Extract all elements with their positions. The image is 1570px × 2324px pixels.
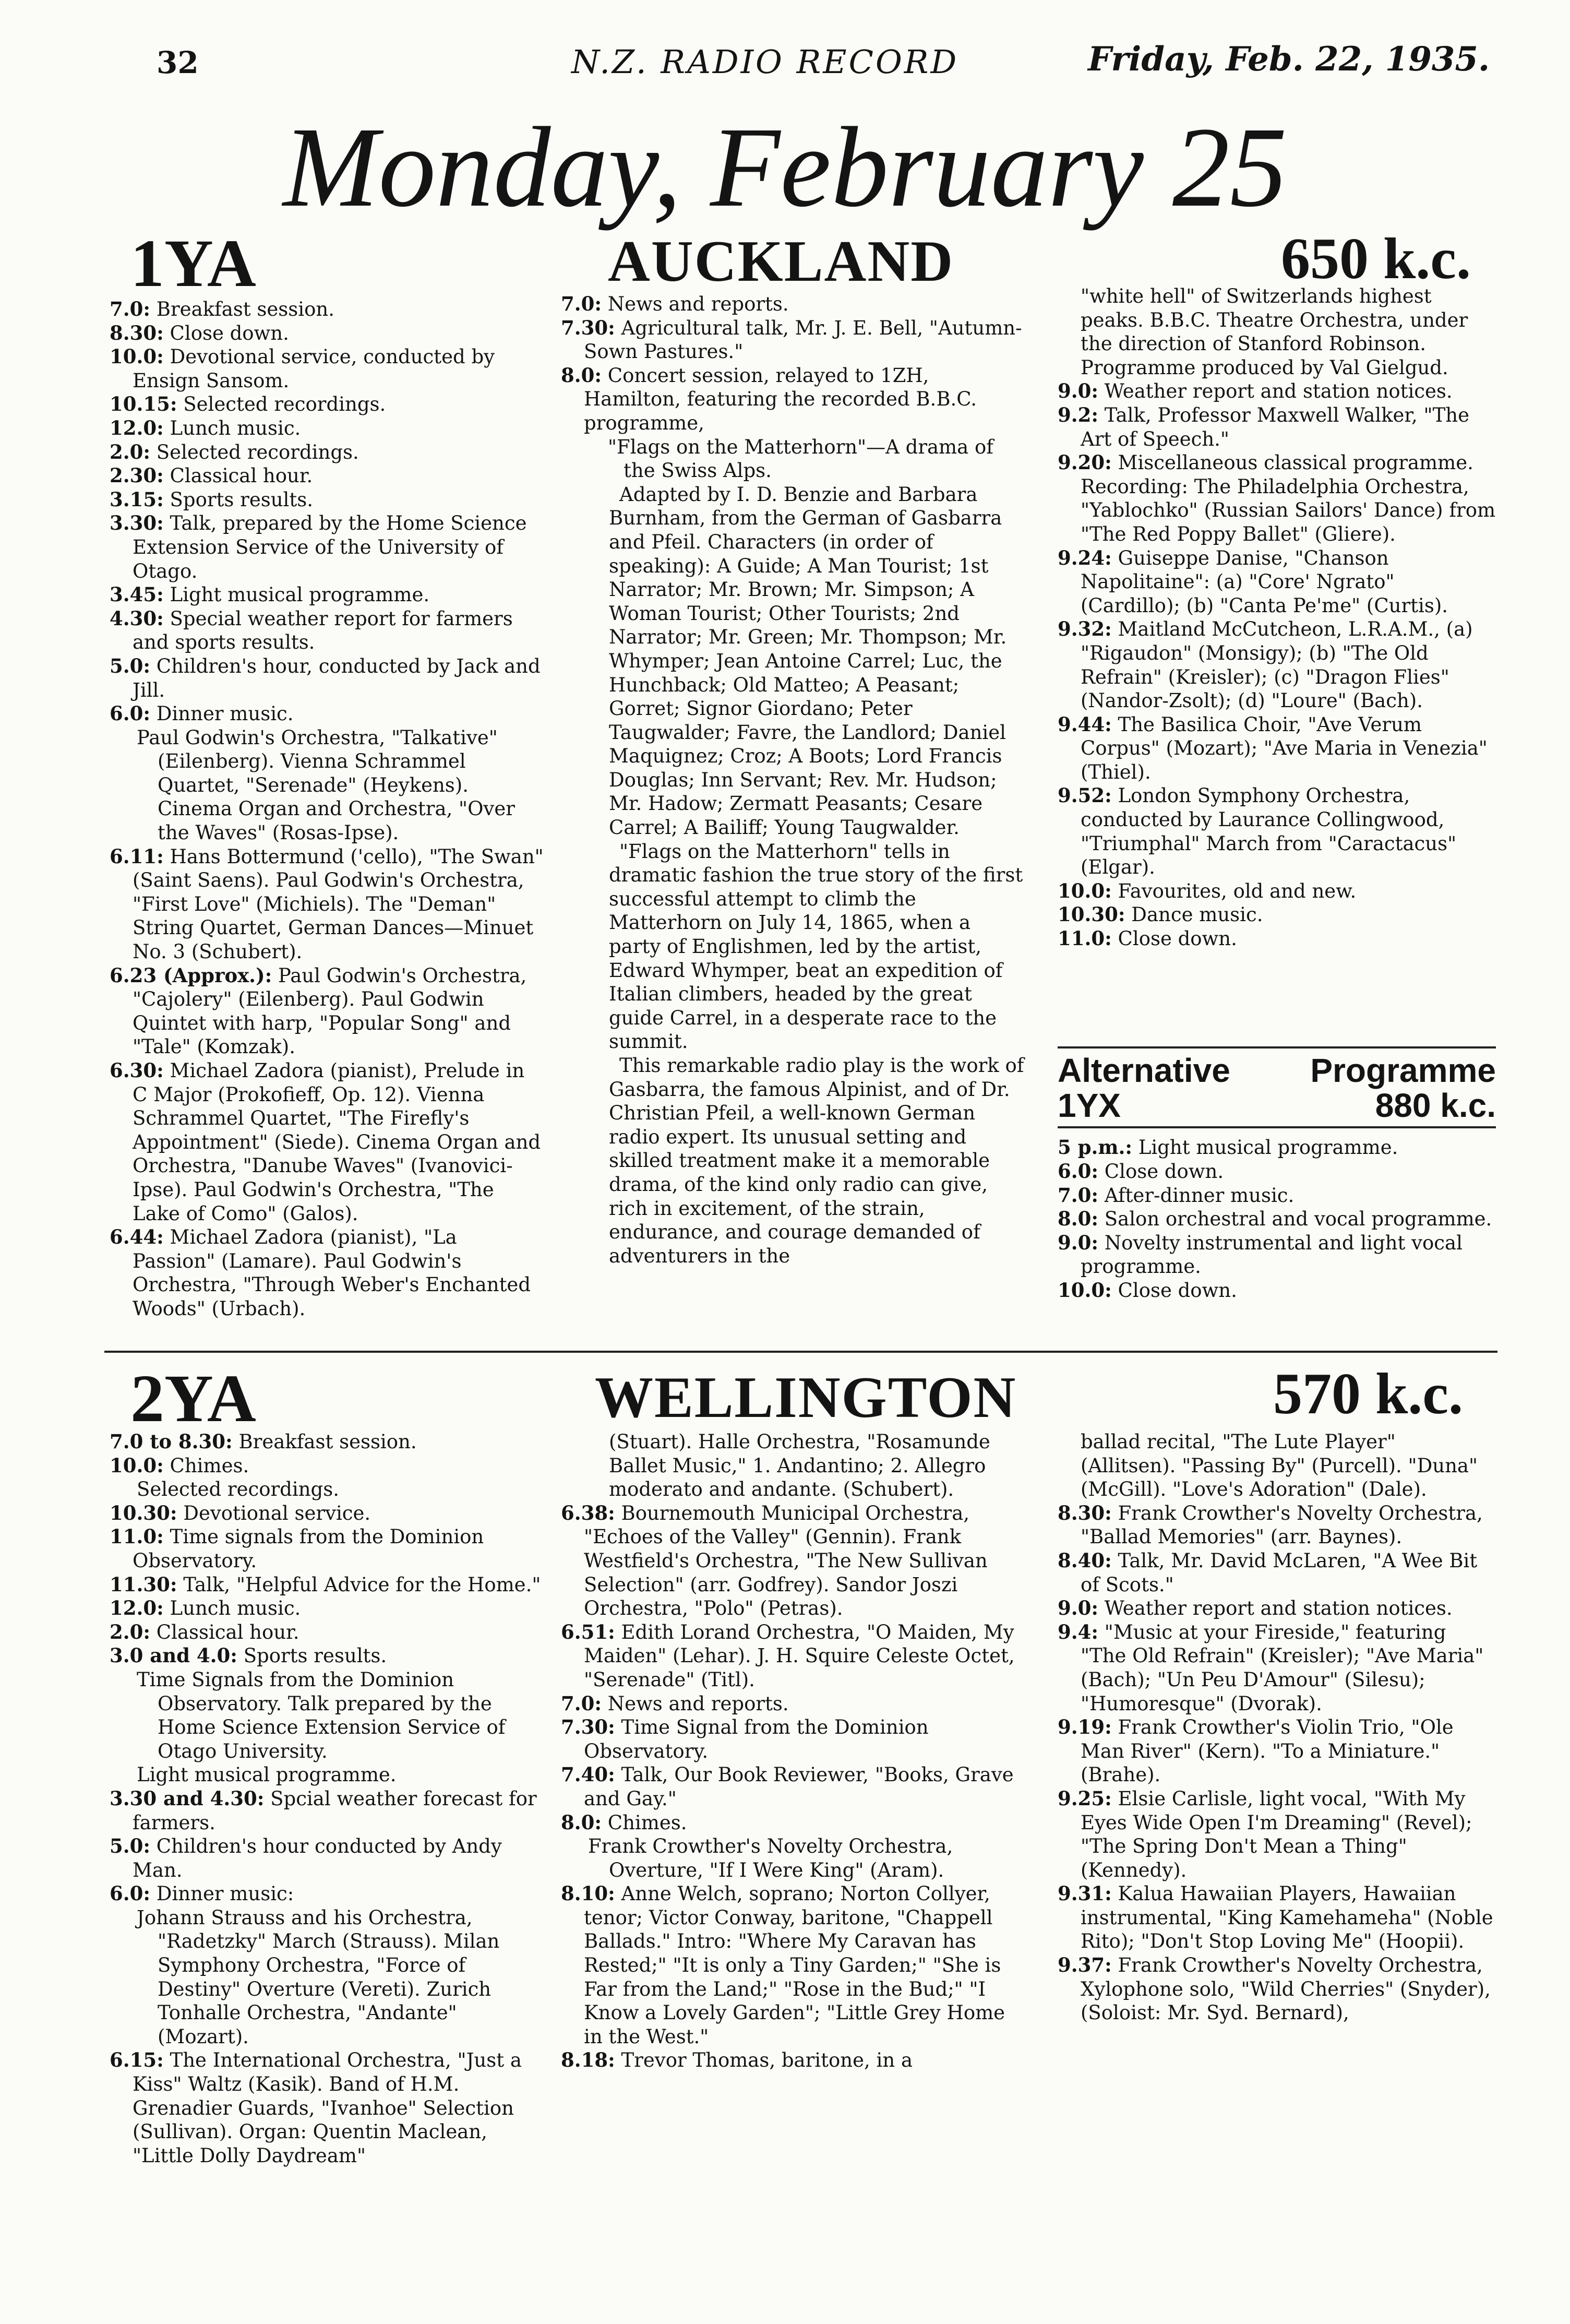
schedule-item (561, 364, 1028, 435)
alternative-title-left: Alternative (1058, 1052, 1230, 1089)
schedule-item (110, 321, 545, 345)
programme-description: (Stuart). Halle Orchestra, "Rosamunde Ballet Music," 1. Andantino; 2. Allegro moderato and andante. (Schubert). (609, 1431, 990, 1501)
schedule-text: Talk, Mr. David McLaren, "A Wee Bit of Scots." (1081, 1549, 1478, 1596)
day-title: Monday, February 25 (283, 103, 1287, 231)
schedule-text: Anne Welch, soprano; Norton Collyer, tenor; Victor Conway, baritone, "Chappell Ballads." Intro: "Where My Caravan has Rested;" "It is only a Tiny Garden;" "She is Far from the Land;" "Rose in the Bud;" "I Know a Lovely Garden"; "Little Grey Home in the West." (584, 1882, 1005, 2048)
schedule-time: 9.32: (1058, 617, 1112, 641)
schedule-item (110, 583, 545, 607)
schedule-time: 3.15: (110, 487, 164, 511)
schedule-text: Paul Godwin's Orchestra, "Talkative" (Eilenberg). Vienna Schrammel Quartet, "Serenade" (Heykens). Cinema Organ and Orchestra, "Over the Waves" (Rosas-Ipse). (137, 726, 515, 844)
schedule-time: 6.38: (561, 1501, 615, 1524)
schedule-time: 8.30: (110, 321, 164, 344)
schedule-time: 6.23 (Approx.): (110, 963, 272, 987)
schedule-item (110, 1906, 545, 2049)
schedule-text: Kalua Hawaiian Players, Hawaiian instrumental, "King Kamehameha" (Noble Rito); "Don't Stop Loving Me" (Hoopii). (1081, 1882, 1493, 1953)
station-1-column-1 (110, 297, 545, 1321)
alternative-frequency: 880 k.c. (1375, 1087, 1496, 1125)
schedule-time: 6.15: (110, 2048, 164, 2072)
schedule-time: 8.0: (561, 363, 602, 387)
schedule-text: Frank Crowther's Novelty Orchestra, Overture, "If I Were King" (Aram). (588, 1835, 953, 1881)
schedule-time: 3.0 and 4.0: (110, 1644, 237, 1667)
schedule-text: Salon orchestral and vocal programme. (1104, 1208, 1492, 1231)
schedule-text: Paul Godwin's Orchestra, "Cajolery" (Eilenberg). Paul Godwin Quintet with harp, "Popular Song" and "Tale" (Komzak). (133, 964, 527, 1058)
schedule-text: Selected recordings. (137, 1478, 339, 1501)
schedule-time: 8.18: (561, 2048, 615, 2072)
schedule-item (110, 297, 545, 321)
station-2-frequency: 570 k.c. (1273, 1362, 1463, 1426)
schedule-time: 10.0: (1058, 1278, 1112, 1302)
schedule-time: 9.24: (1058, 546, 1112, 569)
schedule-text: Michael Zadora (pianist), "La Passion" (Lamare). Paul Godwin's Orchestra, "Through Weber's Enchanted Woods" (Urbach). (133, 1226, 531, 1320)
schedule-item (1058, 879, 1496, 903)
programme-title: "Flags on the Matterhorn"—A drama of the Swiss Alps. (608, 435, 993, 482)
schedule-item (561, 292, 1028, 316)
schedule-item (1058, 1207, 1496, 1231)
schedule-text: Talk, "Helpful Advice for the Home." (183, 1573, 541, 1596)
schedule-item (110, 1882, 545, 1906)
schedule-item (110, 964, 545, 1059)
schedule-text: Favourites, old and new. (1118, 879, 1357, 902)
schedule-time: 10.30: (110, 1501, 177, 1524)
schedule-text: Guiseppe Danise, "Chanson Napolitaine": (a) "Core' Ngrato" (Cardillo); (b) "Canta Pe'me" (Curtis). (1081, 546, 1448, 617)
schedule-text: Hans Bottermund ('cello), "The Swan" (Saint Saens). Paul Godwin's Orchestra, "First Love" (Michiels). The "Deman" String Quartet, German Dances—Minuet No. 3 (Schubert). (133, 845, 544, 963)
schedule-time: 7.0: (561, 1691, 602, 1715)
schedule-item (561, 1811, 1028, 1835)
schedule-item (110, 1501, 545, 1526)
schedule-time: 11.0: (1058, 927, 1112, 950)
schedule-item (110, 392, 545, 416)
schedule-time: 9.44: (1058, 712, 1112, 736)
schedule-item (1058, 1160, 1496, 1184)
station-2-city: WELLINGTON (595, 1365, 1017, 1430)
schedule-text: Talk, Professor Maxwell Walker, "The Art of Speech." (1081, 403, 1469, 450)
schedule-text: Classical hour. (156, 1620, 299, 1643)
schedule-time: 8.10: (561, 1882, 615, 1905)
alternative-call-sign: 1YX (1058, 1087, 1121, 1125)
schedule-text: Time signals from the Dominion Observatory. (133, 1526, 484, 1572)
schedule-item (1058, 451, 1496, 546)
station-1-call-sign: 1YA (130, 226, 256, 301)
schedule-text: Selected recordings. (183, 393, 386, 416)
schedule-time: 10.0: (110, 345, 164, 368)
schedule-item (561, 2048, 1028, 2072)
station-2-column-2 (561, 1430, 1028, 2072)
page-number: 32 (157, 45, 199, 80)
schedule-text: Novelty instrumental and light vocal programme. (1081, 1231, 1463, 1278)
schedule-time: 8.0: (1058, 1207, 1099, 1231)
station-2-column-3 (1058, 1430, 1496, 2025)
schedule-item (110, 1525, 545, 1572)
schedule-time: 9.0: (1058, 1596, 1099, 1620)
schedule-item (561, 316, 1028, 364)
schedule-text: Children's hour conducted by Andy Man. (133, 1835, 502, 1881)
schedule-item (1058, 1136, 1496, 1160)
schedule-text: Chimes. (170, 1454, 249, 1477)
schedule-text: Breakfast session. (156, 298, 334, 320)
schedule-item (110, 1763, 545, 1787)
schedule-time: 10.0: (1058, 879, 1112, 902)
schedule-item (1058, 713, 1496, 784)
schedule-text: Agricultural talk, Mr. J. E. Bell, "Autumn-Sown Pastures." (584, 316, 1022, 363)
schedule-text: The International Orchestra, "Just a Kiss" Waltz (Kasik). Band of H.M. Grenadier Guards, "Ivanhoe" Selection (Sullivan). Organ: Quentin Maclean, "Little Dolly Daydream" (133, 2049, 522, 2167)
schedule-item (110, 416, 545, 440)
schedule-time: 11.0: (110, 1525, 164, 1548)
schedule-text: Light musical programme. (1138, 1136, 1398, 1159)
schedule-text: Dinner music. (156, 702, 294, 725)
schedule-text: Time Signal from the Dominion Observatory. (584, 1716, 929, 1762)
schedule-time: 6.0: (110, 702, 151, 725)
schedule-text: Weather report and station notices. (1104, 1597, 1453, 1620)
schedule-time: 9.4: (1058, 1620, 1099, 1643)
alternative-items (1058, 1136, 1496, 1302)
schedule-time: 8.0: (561, 1810, 602, 1834)
schedule-item (1058, 784, 1496, 879)
schedule-text: Sports results. (243, 1644, 387, 1667)
schedule-item (1058, 1715, 1496, 1787)
schedule-text: Weather report and station notices. (1104, 380, 1453, 403)
schedule-item (561, 1763, 1028, 1810)
schedule-text: Time Signals from the Dominion Observatory. Talk prepared by the Home Science Extension Service of Otago University. (137, 1668, 506, 1762)
schedule-time: 9.0: (1058, 379, 1099, 403)
schedule-text: After-dinner music. (1104, 1184, 1295, 1207)
schedule-item (110, 1477, 545, 1501)
schedule-time: 2.30: (110, 464, 164, 487)
schedule-time: 11.30: (110, 1572, 177, 1596)
schedule-time: 2.0: (110, 440, 151, 463)
schedule-item (110, 1573, 545, 1597)
schedule-item (1058, 1184, 1496, 1208)
schedule-item (561, 1715, 1028, 1763)
schedule-text: Chimes. (607, 1811, 687, 1834)
schedule-time: 12.0: (110, 1596, 164, 1620)
schedule-text: The Basilica Choir, "Ave Verum Corpus" (Mozart); "Ave Maria in Venezia" (Thiel). (1081, 713, 1488, 783)
section-divider (104, 1351, 1497, 1353)
schedule-text: Breakfast session. (238, 1431, 417, 1453)
schedule-text: Light musical programme. (137, 1763, 397, 1786)
programme-description: Adapted by I. D. Benzie and Barbara Burnham, from the German of Gasbarra and Pfeil. Characters (in order of speaking): A Guide; A Man Tourist; 1st Narrator; Mr. Brown; Mr. Simpson; A Woman Tourist; Other Tourists; 2nd Narrator; Mr. Green; Mr. Thompson; Mr. Whymper; Jean Antoine Carrel; Luc, the Hunchback; Old Matteo; A Peasant; Gorret; Signor Giordano; Peter Taugwalder; Favre, the Landlord; Daniel Maquignez; Croz; A Boots; Lord Francis Douglas; Inn Servant; Rev. Mr. Hudson; Mr. Hadow; Zermatt Peasants; Cesare Carrel; A Bailiff; Young Taugwalder. (609, 483, 1007, 839)
schedule-time: 7.30: (561, 316, 615, 339)
schedule-item (1058, 1953, 1496, 2025)
schedule-item (561, 1882, 1028, 2048)
schedule-item (110, 464, 545, 488)
schedule-item (110, 726, 545, 845)
schedule-item (110, 1787, 545, 1834)
schedule-item (1058, 617, 1496, 712)
schedule-item (1058, 927, 1496, 951)
schedule-time: 2.0: (110, 1620, 151, 1643)
schedule-item (1058, 379, 1496, 403)
schedule-text: Talk, prepared by the Home Science Extension Service of the University of Otago. (133, 512, 527, 582)
schedule-text: Close down. (1118, 927, 1237, 950)
schedule-text: Children's hour, conducted by Jack and Jill. (133, 654, 541, 701)
schedule-time: 9.25: (1058, 1786, 1112, 1810)
schedule-time: 9.37: (1058, 1953, 1112, 1977)
schedule-text: Concert session, relayed to 1ZH, Hamilton, featuring the recorded B.B.C. programme, (584, 364, 977, 434)
schedule-time: 3.30 and 4.30: (110, 1786, 265, 1810)
schedule-text: Frank Crowther's Violin Trio, "Ole Man River" (Kern). "To a Miniature." (Brahe). (1081, 1716, 1454, 1786)
schedule-text: "Music at your Fireside," featuring "The Old Refrain" (Kreisler); "Ave Maria" (Bach); "Un Peu D'Amour" (Silesu); "Humoresque" (Dvorak). (1081, 1620, 1484, 1715)
schedule-time: 9.2: (1058, 403, 1099, 426)
schedule-text: Close down. (170, 321, 289, 344)
schedule-text: Close down. (1104, 1160, 1224, 1183)
schedule-item (110, 440, 545, 464)
programme-description: This remarkable radio play is the work of Gasbarra, the famous Alpinist, and of Dr. Christian Pfeil, a well-known German radio expert. Its unusual setting and skilled treatment make it a memorable drama, of the kind only radio can give, rich in excitement, of the strain, endurance, and courage demanded of adventurers in the (609, 1054, 1024, 1267)
schedule-text: Elsie Carlisle, light vocal, "With My Eyes Wide Open I'm Dreaming" (Revel); "The Spring Don't Mean a Thing" (Kennedy). (1081, 1787, 1472, 1881)
schedule-time: 6.11: (110, 844, 164, 868)
schedule-item (561, 1501, 1028, 1620)
schedule-item (110, 488, 545, 512)
schedule-item (1058, 1549, 1496, 1596)
schedule-text: Miscellaneous classical programme. Recording: The Philadelphia Orchestra, "Yablochko" (Russian Sailors' Dance) from "The Red Poppy Ballet" (Gliere). (1081, 451, 1496, 545)
schedule-item (110, 1668, 545, 1763)
station-1-column-3 (1058, 284, 1496, 951)
schedule-text: Frank Crowther's Novelty Orchestra, "Ballad Memories" (arr. Baynes). (1081, 1501, 1483, 1548)
schedule-item (110, 2048, 545, 2167)
schedule-time: 12.0: (110, 416, 164, 439)
station-1-city: AUCKLAND (608, 229, 954, 294)
schedule-text: Spcial weather forecast for farmers. (133, 1787, 537, 1834)
schedule-time: 5.0: (110, 1834, 151, 1858)
schedule-item (110, 702, 545, 726)
schedule-time: 9.31: (1058, 1882, 1112, 1905)
schedule-item (110, 845, 545, 964)
programme-description: "white hell" of Switzerlands highest peaks. B.B.C. Theatre Orchestra, under the direction of Stanford Robinson. Programme produced by Val Gielgud. (1081, 285, 1468, 379)
alternative-title-right: Programme (1310, 1052, 1496, 1089)
programme-description: "Flags on the Matterhorn" tells in dramatic fashion the true story of the first successful attempt to climb the Matterhorn on July 14, 1865, when a party of Englishmen, led by the artist, Edward Whymper, beat an expedition of Italian climbers, headed by the great guide Carrel, in a desperate race to the summit. (609, 840, 1023, 1053)
schedule-time: 10.0: (110, 1453, 164, 1477)
schedule-text: Lunch music. (170, 1597, 301, 1620)
schedule-item (110, 1834, 545, 1882)
schedule-time: 4.30: (110, 606, 164, 630)
schedule-time: 8.30: (1058, 1501, 1112, 1524)
schedule-text: Michael Zadora (pianist), Prelude in C Major (Prokofieff, Op. 12). Vienna Schrammel Quartet, "The Firefly's Appointment" (Siede). Cinema Organ and Orchestra, "Danube Waves" (Ivanovici-Ipse). Paul Godwin's Orchestra, "The Lake of Como" (Galos). (133, 1059, 541, 1225)
schedule-item (110, 1620, 545, 1644)
schedule-item (1058, 403, 1496, 451)
schedule-item (110, 345, 545, 392)
schedule-time: 9.0: (1058, 1231, 1099, 1254)
schedule-time: 6.30: (110, 1059, 164, 1082)
station-2-column-1 (110, 1430, 545, 2167)
schedule-item (1058, 1501, 1496, 1549)
schedule-item (1058, 546, 1496, 618)
schedule-item (1058, 1882, 1496, 1953)
schedule-text: Lunch music. (170, 416, 301, 439)
schedule-time: 7.0: (1058, 1183, 1099, 1207)
schedule-time: 7.0: (561, 292, 602, 315)
schedule-item (1058, 1231, 1496, 1279)
schedule-time: 7.0: (110, 297, 151, 320)
schedule-time: 3.30: (110, 511, 164, 535)
station-2-call-sign: 2YA (130, 1361, 256, 1436)
schedule-time: 6.0: (1058, 1159, 1099, 1183)
schedule-time: 7.30: (561, 1715, 615, 1739)
schedule-item (110, 654, 545, 702)
divider (1058, 1046, 1496, 1048)
schedule-time: 7.40: (561, 1763, 615, 1786)
schedule-text: Johann Strauss and his Orchestra, "Radetzky" March (Strauss). Milan Symphony Orchestra, "Force of Destiny" Overture (Vereti). Zurich Tonhalle Orchestra, "Andante" (Mozart). (137, 1906, 500, 2048)
schedule-time: 6.0: (110, 1882, 151, 1905)
schedule-item (110, 1596, 545, 1620)
issue-date: Friday, Feb. 22, 1935. (1088, 40, 1490, 79)
schedule-time: 3.45: (110, 583, 164, 606)
schedule-item (561, 1834, 1028, 1882)
schedule-item (110, 607, 545, 654)
schedule-item (1058, 1620, 1496, 1715)
schedule-time: 7.0 to 8.30: (110, 1430, 233, 1453)
schedule-item (561, 1692, 1028, 1716)
alternative-programme (1058, 1053, 1496, 1303)
station-1-column-2 (561, 292, 1028, 1268)
schedule-time: 5.0: (110, 654, 151, 677)
schedule-text: Bournemouth Municipal Orchestra, "Echoes of the Valley" (Gennin). Frank Westfield's Orchestra, "The New Sullivan Selection" (arr. Godfrey). Sandor Joszi Orchestra, "Polo" (Petras). (584, 1501, 988, 1620)
schedule-item (110, 1059, 545, 1225)
schedule-text: Maitland McCutcheon, L.R.A.M., (a) "Rigaudon" (Monsigy); (b) "The Old Refrain" (Kreisler); (c) "Dragon Flies" (Nandor-Zsolt); (d) "Loure" (Bach). (1081, 618, 1473, 712)
schedule-item (110, 511, 545, 583)
schedule-time: 6.51: (561, 1620, 615, 1643)
schedule-text: Classical hour. (170, 464, 313, 487)
schedule-item (110, 1430, 545, 1454)
schedule-text: Light musical programme. (170, 583, 430, 606)
schedule-text: Dance music. (1131, 903, 1263, 926)
schedule-text: Close down. (1118, 1279, 1237, 1302)
schedule-text: Sports results. (170, 488, 314, 511)
schedule-text: Devotional service. (183, 1501, 371, 1524)
schedule-time: 10.30: (1058, 903, 1125, 926)
schedule-item (1058, 903, 1496, 927)
schedule-time: 5 p.m.: (1058, 1136, 1133, 1159)
schedule-text: News and reports. (607, 293, 789, 315)
schedule-text: London Symphony Orchestra, conducted by Laurance Collingwood, "Triumphal" March from "Caractacus" (Elgar). (1081, 784, 1457, 879)
schedule-text: Devotional service, conducted by Ensign Sansom. (133, 345, 495, 392)
schedule-time: 6.44: (110, 1225, 164, 1249)
schedule-text: Special weather report for farmers and sports results. (133, 607, 513, 654)
schedule-time: 8.40: (1058, 1548, 1112, 1572)
schedule-text: Edith Lorand Orchestra, "O Maiden, My Maiden" (Lehar). J. H. Squire Celeste Octet, "Serenade" (Titl). (584, 1620, 1015, 1691)
schedule-item (110, 1644, 545, 1668)
schedule-item (110, 1454, 545, 1478)
schedule-text: Trevor Thomas, baritone, in a (621, 2049, 913, 2072)
schedule-text: News and reports. (607, 1692, 789, 1715)
schedule-time: 9.19: (1058, 1715, 1112, 1739)
programme-description: ballad recital, "The Lute Player" (Allitsen). "Passing By" (Purcell). "Duna" (McGill). "Love's Adoration" (Dale). (1081, 1431, 1478, 1501)
schedule-item (1058, 1787, 1496, 1882)
schedule-time: 9.52: (1058, 784, 1112, 807)
publication-title: N.Z. RADIO RECORD (571, 43, 959, 81)
divider (1058, 1126, 1496, 1128)
schedule-text: Frank Crowther's Novelty Orchestra, Xylophone solo, "Wild Cherries" (Snyder), (Soloist: Mr. Syd. Bernard), (1081, 1954, 1491, 2024)
station-1-frequency: 650 k.c. (1281, 227, 1471, 291)
schedule-text: Selected recordings. (156, 440, 359, 463)
schedule-text: Dinner music: (156, 1882, 294, 1905)
schedule-time: 9.20: (1058, 451, 1112, 474)
schedule-time: 10.15: (110, 392, 177, 416)
schedule-text: Talk, Our Book Reviewer, "Books, Grave and Gay." (584, 1763, 1014, 1810)
schedule-item (110, 1225, 545, 1320)
schedule-item (1058, 1279, 1496, 1303)
schedule-item (561, 1620, 1028, 1692)
schedule-item (1058, 1596, 1496, 1620)
